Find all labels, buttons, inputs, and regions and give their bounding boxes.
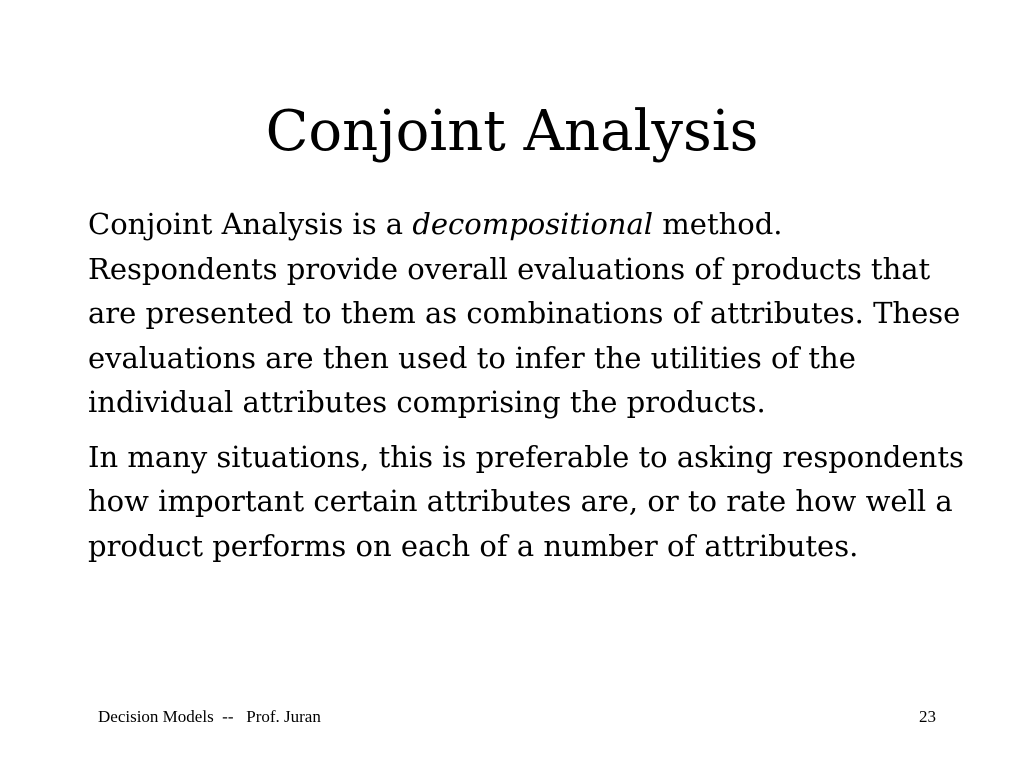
paragraph-definition (88, 202, 968, 425)
footer-course-label: Decision Models -- Prof. Juran (98, 707, 321, 726)
slide-body (88, 202, 968, 578)
footer-page-number: 23 (919, 707, 936, 726)
slide-title: Conjoint Analysis (265, 99, 759, 164)
paragraph-definition-text-end: method. Respondents provide overall evaluations of products that are presented to them as combinations of attributes. These evaluations are then used to infer the utilities of the individual attributes comprising the products. (88, 207, 961, 419)
paragraph-definition-text-start: Conjoint Analysis is a (88, 207, 413, 241)
paragraph-definition-emphasis: decompositional (412, 207, 654, 241)
paragraph-preference: In many situations, this is preferable to asking respondents how important certain attributes are, or to rate how well a product performs on each of a number of attributes. (88, 439, 964, 563)
